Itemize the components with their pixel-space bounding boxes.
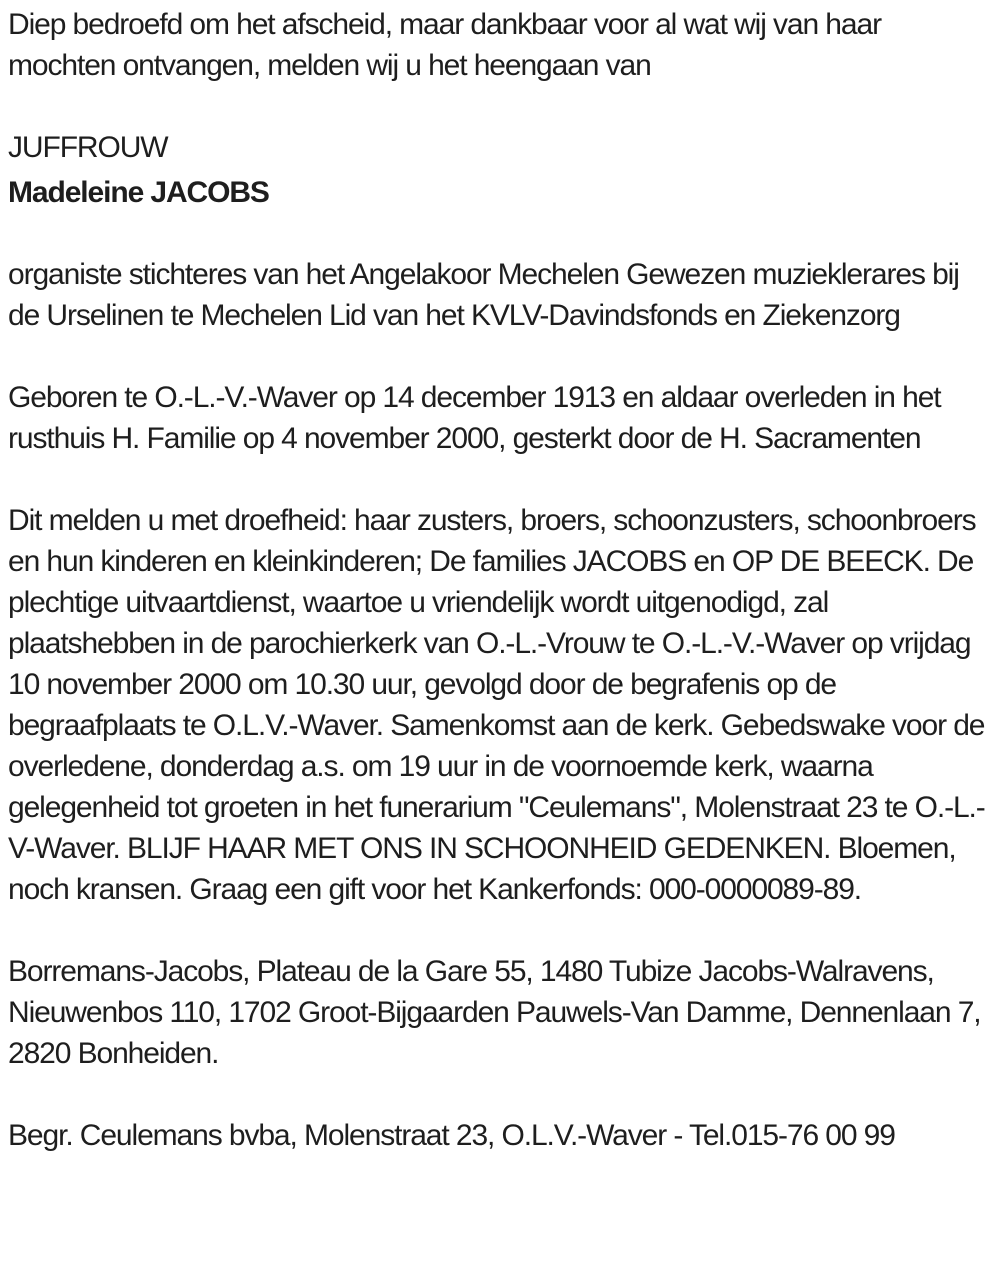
intro-paragraph: Diep bedroefd om het afscheid, maar dankbaar voor al wat wij van haar mochten ontvangen, melden wij u het heengaan van (8, 8, 881, 82)
announcement-paragraph: Dit melden u met droefheid: haar zusters, broers, schoonzusters, schoonbroers en hun kinderen en kleinkinderen; De families JACOBS en OP DE BEECK. De plechtige uitvaartdienst, waartoe u vriendelijk wordt uitgenodigd, zal plaatshebben in de parochierkerk van O.-L.-Vrouw te O.-L.-V.-Waver op vrijdag 10 november 2000 om 10.30 uur, gevolgd door de begrafenis op de begraafplaats te O.L.V.-Waver. Samenkomst aan de kerk. Gebedswake voor de overledene, donderdag a.s. om 19 uur in de voornoemde kerk, waarna gelegenheid tot groeten in het funerarium "Ceulemans", Molenstraat 23 te O.-L.-V-Waver. BLIJF HAAR MET ONS IN SCHOONHEID GEDENKEN. Bloemen, noch kransen. Graag een gift voor het Kankerfonds: 000-0000089-89. (8, 504, 985, 906)
birth-death-paragraph: Geboren te O.-L.-V.-Waver op 14 december 1913 en aldaar overleden in het rusthuis H. Familie op 4 november 2000, gesterkt door de H. Sacramenten (8, 381, 941, 455)
deceased-name: Madeleine JACOBS (8, 176, 269, 209)
undertaker-line: Begr. Ceulemans bvba, Molenstraat 23, O.L.V.-Waver - Tel.015-76 00 99 (8, 1119, 895, 1152)
salutation-title: JUFFROUW (8, 131, 168, 164)
family-addresses-paragraph: Borremans-Jacobs, Plateau de la Gare 55, 1480 Tubize Jacobs-Walravens, Nieuwenbos 110, 1702 Groot-Bijgaarden Pauwels-Van Damme, Dennenlaan 7, 2820 Bonheiden. (8, 955, 981, 1070)
roles-paragraph: organiste stichteres van het Angelakoor Mechelen Gewezen muzieklerares bij de Urselinen te Mechelen Lid van het KVLV-Davindsfonds en Ziekenzorg (8, 258, 959, 332)
